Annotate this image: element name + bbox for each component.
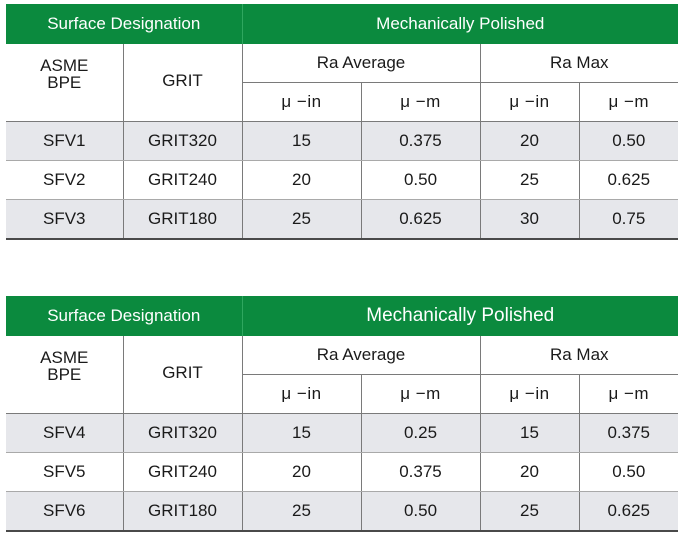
unit-micro-meter-max: μ −m	[579, 375, 678, 414]
unit-micro-inch-avg: μ −in	[242, 375, 361, 414]
cell-ra-avg-m: 0.375	[361, 453, 480, 492]
cell-ra-avg-in: 15	[242, 122, 361, 161]
surface-designation-header: Surface Designation	[6, 4, 242, 44]
cell-ra-avg-m: 0.50	[361, 492, 480, 532]
bpe-label: BPE	[47, 364, 82, 384]
mechanically-polished-header: Mechanically Polished	[242, 4, 678, 44]
unit-micro-inch-max: μ −in	[480, 375, 579, 414]
ra-average-header: Ra Average	[242, 44, 480, 83]
cell-ra-max-in: 20	[480, 453, 579, 492]
table-row	[6, 161, 678, 200]
unit-micro-inch-max: μ −in	[480, 83, 579, 122]
asme-bpe-header	[6, 336, 123, 414]
cell-ra-avg-in: 20	[242, 161, 361, 200]
grit-header	[123, 44, 242, 122]
column-header-row	[6, 44, 678, 83]
cell-ra-max-in: 15	[480, 414, 579, 453]
unit-micro-meter-avg: μ −m	[361, 83, 480, 122]
asme-label: ASME	[40, 347, 89, 367]
cell-ra-avg-in: 20	[242, 453, 361, 492]
table-row	[6, 200, 678, 240]
cell-ra-avg-m: 0.50	[361, 161, 480, 200]
cell-ra-avg-m: 0.25	[361, 414, 480, 453]
cell-grit: GRIT320	[123, 122, 242, 161]
cell-ra-avg-m: 0.375	[361, 122, 480, 161]
asme-label: ASME	[40, 55, 89, 75]
cell-ra-avg-in: 15	[242, 414, 361, 453]
cell-ra-max-in: 25	[480, 161, 579, 200]
cell-grit: GRIT240	[123, 453, 242, 492]
cell-ra-max-in: 20	[480, 122, 579, 161]
table-row	[6, 453, 678, 492]
cell-grit: GRIT320	[123, 414, 242, 453]
asme-bpe-header	[6, 44, 123, 122]
cell-ra-max-m: 0.625	[579, 492, 678, 532]
table-row	[6, 414, 678, 453]
unit-micro-meter-avg: μ −m	[361, 375, 480, 414]
cell-ra-max-m: 0.625	[579, 161, 678, 200]
cell-ra-avg-in: 25	[242, 200, 361, 240]
cell-ra-max-m: 0.75	[579, 200, 678, 240]
mechanically-polished-header: Mechanically Polished	[242, 296, 678, 336]
bpe-label: BPE	[47, 72, 82, 92]
cell-grit: GRIT180	[123, 492, 242, 532]
surface-finish-table-1	[6, 4, 678, 240]
cell-designation: SFV1	[6, 122, 123, 161]
ra-max-header: Ra Max	[480, 336, 678, 375]
unit-micro-inch-avg: μ −in	[242, 83, 361, 122]
cell-ra-max-in: 30	[480, 200, 579, 240]
cell-designation: SFV5	[6, 453, 123, 492]
table-row	[6, 122, 678, 161]
grit-header	[123, 336, 242, 414]
grit-label: GRIT	[162, 70, 203, 90]
cell-ra-avg-m: 0.625	[361, 200, 480, 240]
column-header-row	[6, 336, 678, 375]
cell-ra-max-m: 0.50	[579, 453, 678, 492]
cell-ra-max-m: 0.50	[579, 122, 678, 161]
ra-average-header: Ra Average	[242, 336, 480, 375]
grit-label: GRIT	[162, 362, 203, 382]
table-row	[6, 492, 678, 532]
surface-designation-header: Surface Designation	[6, 296, 242, 336]
surface-finish-table-2	[6, 296, 678, 532]
cell-designation: SFV6	[6, 492, 123, 532]
ra-max-header: Ra Max	[480, 44, 678, 83]
cell-ra-max-m: 0.375	[579, 414, 678, 453]
cell-grit: GRIT180	[123, 200, 242, 240]
cell-designation: SFV3	[6, 200, 123, 240]
cell-ra-avg-in: 25	[242, 492, 361, 532]
unit-micro-meter-max: μ −m	[579, 83, 678, 122]
cell-grit: GRIT240	[123, 161, 242, 200]
table-title-band	[6, 4, 678, 44]
cell-ra-max-in: 25	[480, 492, 579, 532]
table-title-band	[6, 296, 678, 336]
cell-designation: SFV2	[6, 161, 123, 200]
cell-designation: SFV4	[6, 414, 123, 453]
